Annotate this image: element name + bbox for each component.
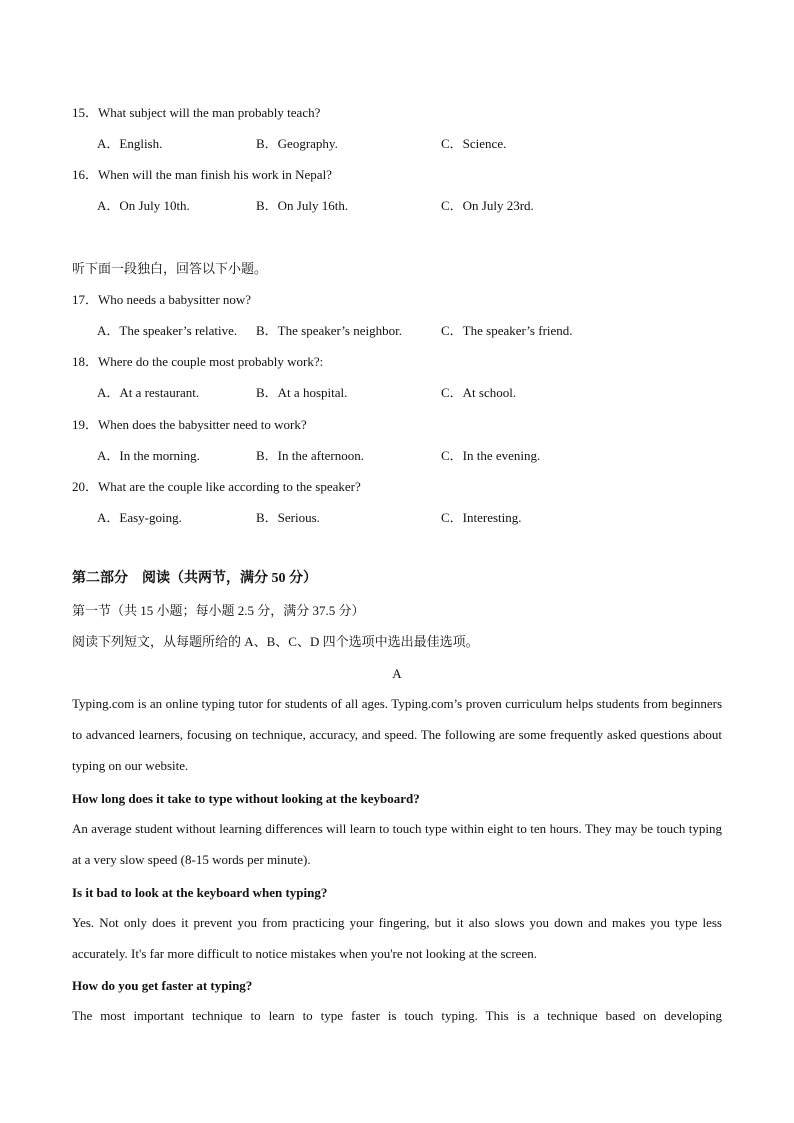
question-20: 20．What are the couple like according to the speaker?: [72, 479, 361, 494]
option-18-a: A．At a restaurant.: [97, 385, 200, 400]
question-19: 19．When does the babysitter need to work?: [72, 417, 307, 432]
option-20-b: B．Serious.: [256, 510, 320, 525]
passage-intro: Typing.com is an online typing tutor for students of all ages. Typing.com’s proven curriculum helps students from beginners to advanced learners, focusing on technique, accuracy, and speed. The following are some frequently asked questions about typing on our website.: [72, 696, 722, 773]
faq-question-2: Is it bad to look at the keyboard when typing?: [72, 885, 328, 900]
part2-title: 第二部分 阅读（共两节，满分 50 分）: [72, 571, 317, 586]
question-17: 17．Who needs a babysitter now?: [72, 292, 252, 307]
question-18: 18．Where do the couple most probably work?:: [72, 354, 324, 369]
option-15-c: C．Science.: [441, 136, 507, 151]
option-17-a: A．The speaker’s relative.: [97, 323, 238, 338]
question-15: 15．What subject will the man probably teach?: [72, 105, 321, 120]
option-16-a: A．On July 10th.: [97, 198, 190, 213]
faq-answer-3: The most important technique to learn to type faster is touch typing. This is a technique based on developing: [72, 1008, 722, 1023]
option-20-c: C．Interesting.: [441, 510, 522, 525]
option-17-c: C．The speaker’s friend.: [441, 323, 573, 338]
option-16-b: B．On July 16th.: [256, 198, 349, 213]
option-16-c: C．On July 23rd.: [441, 198, 534, 213]
option-15-a: A．English.: [97, 136, 163, 151]
monologue-instruction: 听下面一段独白，回答以下小题。: [72, 261, 268, 276]
option-18-b: B．At a hospital.: [256, 385, 348, 400]
option-19-c: C．In the evening.: [441, 448, 541, 463]
option-17-b: B．The speaker’s neighbor.: [256, 323, 402, 338]
option-18-c: C．At school.: [441, 385, 517, 400]
option-19-a: A．In the morning.: [97, 448, 200, 463]
faq-answer-2: Yes. Not only does it prevent you from practicing your fingering, but it also slows you down and makes you type less accurately. It's far more difficult to notice mistakes when you're not looking at the screen.: [72, 915, 722, 961]
section1-instruction: 阅读下列短文，从每题所给的 A、B、C、D 四个选项中选出最佳选项。: [72, 634, 479, 649]
question-16: 16．When will the man finish his work in Nepal?: [72, 167, 332, 182]
option-19-b: B．In the afternoon.: [256, 448, 364, 463]
faq-answer-1: An average student without learning differences will learn to touch type within eight to ten hours. They may be touch typing at a very slow speed (8-15 words per minute).: [72, 821, 722, 867]
passage-label: A: [392, 666, 402, 681]
section1-title: 第一节（共 15 小题；每小题 2.5 分，满分 37.5 分）: [72, 603, 365, 618]
faq-question-3: How do you get faster at typing?: [72, 978, 253, 993]
option-15-b: B．Geography.: [256, 136, 338, 151]
option-20-a: A．Easy-going.: [97, 510, 182, 525]
faq-question-1: How long does it take to type without looking at the keyboard?: [72, 791, 420, 806]
